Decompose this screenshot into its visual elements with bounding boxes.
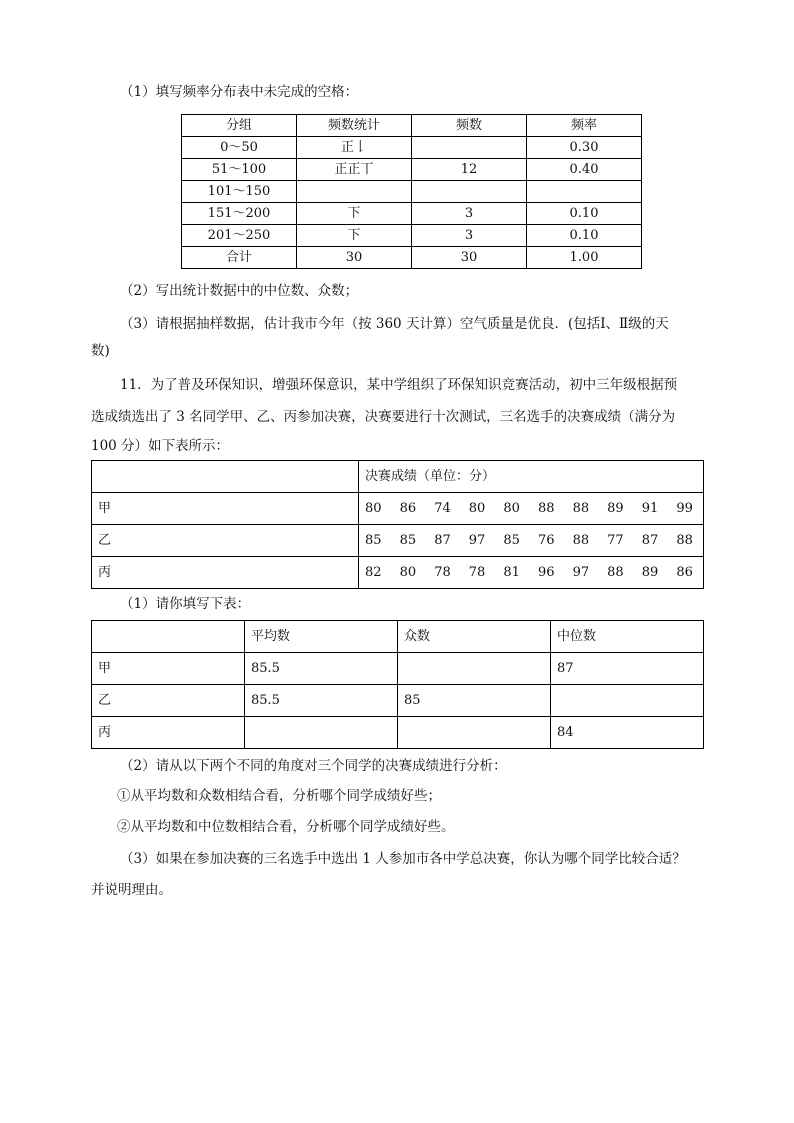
scores-table-row <box>92 557 704 589</box>
stats-table-row <box>92 653 704 685</box>
stats-cell: 甲 <box>92 653 245 685</box>
score-value: 96 <box>537 564 555 580</box>
frequency-table <box>181 114 642 269</box>
stats-cell <box>551 685 704 717</box>
freq-header-cell: 分组 <box>182 115 297 137</box>
stats-cell <box>245 717 398 749</box>
score-value: 76 <box>537 532 555 548</box>
score-value: 86 <box>676 564 693 580</box>
score-value: 80 <box>365 500 382 516</box>
freq-cell-tally: 30 <box>297 247 412 269</box>
stats-cell <box>398 653 551 685</box>
q10-part3-text: （3）请根据抽样数据，估计我市今年（按 360 天计算）空气质量是优良．(包括Ⅰ、Ⅱ级的天 <box>120 316 669 332</box>
score-list <box>359 557 704 589</box>
freq-cell-rate <box>527 181 642 203</box>
freq-cell-tally: 正𠄌 <box>297 137 412 159</box>
score-value: 74 <box>434 500 451 516</box>
student-name: 丙 <box>92 557 359 589</box>
score-value: 80 <box>399 564 417 580</box>
q11-intro-text-cont: 100 分）如下表所示： <box>91 438 230 454</box>
freq-cell-rate: 1.00 <box>527 247 642 269</box>
q11-part3-text: （3）如果在参加决赛的三名选手中选出 1 人参加市各中学总决赛，你认为哪个同学比较合适？ <box>120 851 686 867</box>
stats-header-cell: 众数 <box>398 621 551 653</box>
score-value: 89 <box>641 564 659 580</box>
score-value: 78 <box>468 564 486 580</box>
stats-header-cell: 平均数 <box>245 621 398 653</box>
q11-part2-text: （2）请从以下两个不同的角度对三个同学的决赛成绩进行分析： <box>120 758 507 774</box>
score-value: 89 <box>607 500 624 516</box>
freq-cell-group: 151～200 <box>182 203 297 225</box>
freq-header-cell: 频数统计 <box>297 115 412 137</box>
freq-cell-group: 0～50 <box>182 137 297 159</box>
freq-table-header <box>182 115 642 137</box>
stats-cell: 85.5 <box>245 653 398 685</box>
scores-header-blank <box>92 461 359 493</box>
student-name: 甲 <box>92 493 359 525</box>
freq-cell-rate: 0.10 <box>527 203 642 225</box>
student-name: 乙 <box>92 525 359 557</box>
freq-cell-count <box>412 137 527 159</box>
stats-table-row <box>92 685 704 717</box>
stats-header-cell: 中位数 <box>551 621 704 653</box>
score-list <box>359 525 704 557</box>
stats-header-cell <box>92 621 245 653</box>
freq-table-row <box>182 137 642 159</box>
stats-cell: 乙 <box>92 685 245 717</box>
q10-part3-text-cont: 数) <box>91 343 110 359</box>
stats-cell: 84 <box>551 717 704 749</box>
freq-header-cell: 频率 <box>527 115 642 137</box>
stats-cell: 85 <box>398 685 551 717</box>
freq-table-row <box>182 159 642 181</box>
score-value: 80 <box>503 500 520 516</box>
score-value: 85 <box>365 532 382 548</box>
scores-table-row <box>92 525 704 557</box>
stats-table-header <box>92 621 704 653</box>
freq-cell-count <box>412 181 527 203</box>
q11-intro-text: 11．为了普及环保知识，增强环保意识，某中学组织了环保知识竞赛活动，初中三年级根据预 <box>120 377 678 393</box>
stats-cell <box>398 717 551 749</box>
freq-cell-count: 30 <box>412 247 527 269</box>
score-value: 80 <box>468 500 486 516</box>
freq-cell-rate: 0.30 <box>527 137 642 159</box>
stats-cell: 丙 <box>92 717 245 749</box>
freq-cell-count: 3 <box>412 203 527 225</box>
final-scores-table <box>91 460 704 589</box>
score-value: 87 <box>434 532 451 548</box>
freq-table-total-row <box>182 247 642 269</box>
score-value: 88 <box>537 500 555 516</box>
score-value: 88 <box>607 564 624 580</box>
scores-header-cell: 决赛成绩（单位：分） <box>359 461 704 493</box>
freq-cell-tally: 下 <box>297 225 412 247</box>
statistics-table <box>91 620 704 749</box>
score-value: 85 <box>503 532 520 548</box>
freq-table-row <box>182 225 642 247</box>
scores-table-header <box>92 461 704 493</box>
freq-cell-group: 201～250 <box>182 225 297 247</box>
score-value: 87 <box>641 532 659 548</box>
freq-cell-count: 3 <box>412 225 527 247</box>
q11-intro-text-cont: 选成绩选出了 3 名同学甲、乙、丙参加决赛，决赛要进行十次测试，三名选手的决赛成绩（满分为 <box>91 409 676 425</box>
freq-table-row <box>182 203 642 225</box>
score-value: 86 <box>399 500 417 516</box>
score-value: 81 <box>503 564 520 580</box>
freq-table-row <box>182 181 642 203</box>
score-value: 88 <box>676 532 693 548</box>
score-value: 97 <box>572 564 590 580</box>
freq-cell-group: 101～150 <box>182 181 297 203</box>
score-value: 88 <box>572 532 590 548</box>
freq-cell-group: 合计 <box>182 247 297 269</box>
score-value: 91 <box>641 500 659 516</box>
score-value: 77 <box>607 532 624 548</box>
stats-cell: 87 <box>551 653 704 685</box>
freq-cell-tally: 正正丅 <box>297 159 412 181</box>
q11-part1-text: （1）请你填写下表： <box>120 596 251 612</box>
freq-header-cell: 频数 <box>412 115 527 137</box>
q10-part2-text: （2）写出统计数据中的中位数、众数； <box>120 283 359 299</box>
score-value: 78 <box>434 564 451 580</box>
score-value: 82 <box>365 564 382 580</box>
stats-table-row <box>92 717 704 749</box>
freq-cell-rate: 0.10 <box>527 225 642 247</box>
q11-part2-a-text: ①从平均数和众数相结合看，分析哪个同学成绩好些； <box>117 788 441 804</box>
q11-part2-b-text: ②从平均数和中位数相结合看，分析哪个同学成绩好些。 <box>117 819 455 835</box>
score-value: 97 <box>468 532 486 548</box>
stats-cell: 85.5 <box>245 685 398 717</box>
freq-cell-group: 51～100 <box>182 159 297 181</box>
score-value: 85 <box>399 532 417 548</box>
score-list <box>359 493 704 525</box>
freq-cell-tally: 下 <box>297 203 412 225</box>
scores-table-row <box>92 493 704 525</box>
freq-cell-tally <box>297 181 412 203</box>
freq-cell-count: 12 <box>412 159 527 181</box>
q11-part3-text-cont: 并说明理由。 <box>91 882 172 898</box>
score-value: 99 <box>676 500 693 516</box>
q10-part1-text: （1）填写频率分布表中未完成的空格： <box>120 84 359 100</box>
freq-cell-rate: 0.40 <box>527 159 642 181</box>
score-value: 88 <box>572 500 590 516</box>
